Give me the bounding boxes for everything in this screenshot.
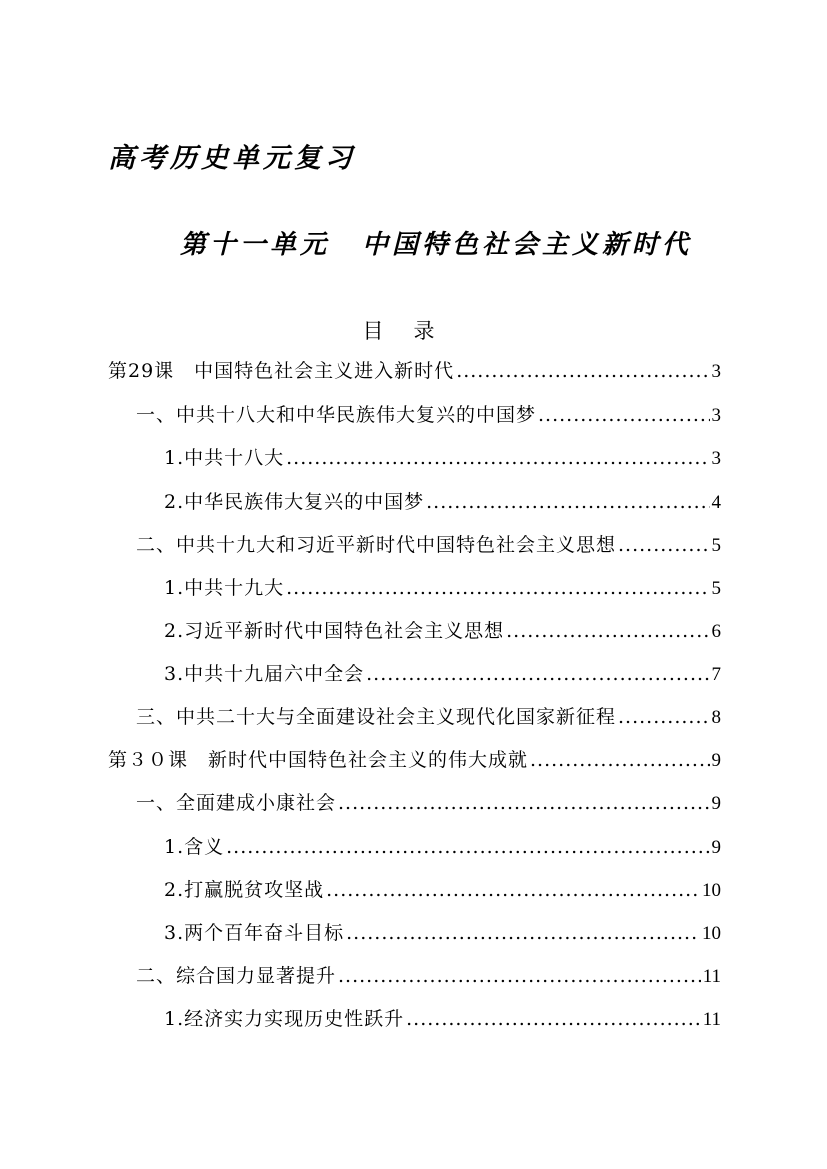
toc-entry-subsection[interactable] <box>164 659 721 689</box>
toc-entry-subsection[interactable] <box>164 1004 721 1034</box>
toc-page-number: 10 <box>702 880 721 901</box>
toc-leader-dots <box>618 706 709 728</box>
toc-entry-label: 二、综合国力显著提升 <box>136 965 337 987</box>
toc-page-number: 9 <box>711 793 721 814</box>
toc-entry-subsection[interactable] <box>164 875 721 905</box>
toc-page-number: 5 <box>711 578 721 599</box>
toc-page-number: 9 <box>711 837 721 858</box>
toc-entry-section[interactable] <box>136 788 721 818</box>
toc-leader-dots <box>226 836 709 858</box>
toc-entry-section[interactable] <box>136 400 721 430</box>
toc-entry-label: 1.经济实力实现历史性跃升 <box>164 1008 405 1030</box>
toc-page-number: 5 <box>711 535 721 556</box>
toc-page-number: 3 <box>711 361 721 382</box>
toc-entry-label: 2.打赢脱贫攻坚战 <box>164 879 325 901</box>
toc-entry-section[interactable] <box>136 961 721 991</box>
toc-entry-label: 一、中共十八大和中华民族伟大复兴的中国梦 <box>136 404 537 426</box>
toc-leader-dots <box>366 663 709 685</box>
toc-entry-subsection[interactable] <box>164 616 721 646</box>
toc-leader-dots <box>538 404 709 426</box>
toc-entry-subsection[interactable] <box>164 487 721 517</box>
toc-page-number: 9 <box>711 750 721 771</box>
toc-entry-label: 1.中共十九大 <box>164 577 285 599</box>
toc-leader-dots <box>618 534 709 556</box>
toc-entry-lesson-30[interactable] <box>108 745 721 775</box>
toc-entry-label: 2.中华民族伟大复兴的中国梦 <box>164 491 425 513</box>
toc-leader-dots <box>286 577 709 599</box>
toc-page-number: 3 <box>711 448 721 469</box>
toc-leader-dots <box>426 491 709 513</box>
toc-entry-label: 三、中共二十大与全面建设社会主义现代化国家新征程 <box>136 706 617 728</box>
toc-page-number: 7 <box>711 664 721 685</box>
toc-leader-dots <box>456 360 709 382</box>
toc-entry-label: 第29课 中国特色社会主义进入新时代 <box>108 360 455 382</box>
unit-name: 中国特色社会主义新时代 <box>362 230 693 260</box>
toc-page-number: 6 <box>711 621 721 642</box>
document-title: 高考历史单元复习 <box>108 143 356 174</box>
toc-entry-label: 2.习近平新时代中国特色社会主义思想 <box>164 620 505 642</box>
toc-page-number: 4 <box>711 492 721 513</box>
toc-entry-label: 第３０课 新时代中国特色社会主义的伟大成就 <box>108 749 529 771</box>
toc-entry-label: 一、全面建成小康社会 <box>136 792 337 814</box>
toc-entry-label: 1.含义 <box>164 836 225 858</box>
toc-leader-dots <box>338 965 701 987</box>
toc-entry-subsection[interactable] <box>164 832 721 862</box>
toc-page-number: 3 <box>711 405 721 426</box>
toc-page-number: 11 <box>702 1009 721 1030</box>
toc-entry-subsection[interactable] <box>164 918 721 948</box>
toc-leader-dots <box>530 749 709 771</box>
toc-page-number: 11 <box>702 966 721 987</box>
toc-entry-label: 3.两个百年奋斗目标 <box>164 922 345 944</box>
toc-leader-dots <box>338 792 709 814</box>
unit-number: 第十一单元 <box>180 230 331 260</box>
toc-leader-dots <box>326 879 700 901</box>
toc-leader-dots <box>406 1008 701 1030</box>
unit-title <box>180 224 692 261</box>
toc-page-number: 8 <box>711 707 721 728</box>
toc-entry-label: 1.中共十八大 <box>164 447 285 469</box>
toc-leader-dots <box>506 620 709 642</box>
toc-entry-label: 3.中共十九届六中全会 <box>164 663 365 685</box>
toc-entry-section[interactable] <box>136 702 721 732</box>
toc-leader-dots <box>346 922 700 944</box>
toc-page-number: 10 <box>702 923 721 944</box>
toc-entry-subsection[interactable] <box>164 443 721 473</box>
toc-heading: 目录 <box>362 319 465 343</box>
toc-entry-label: 二、中共十九大和习近平新时代中国特色社会主义思想 <box>136 534 617 556</box>
toc-entry-section[interactable] <box>136 530 721 560</box>
toc-entry-lesson-29[interactable] <box>108 356 721 386</box>
toc-entry-subsection[interactable] <box>164 573 721 603</box>
toc-leader-dots <box>286 447 709 469</box>
